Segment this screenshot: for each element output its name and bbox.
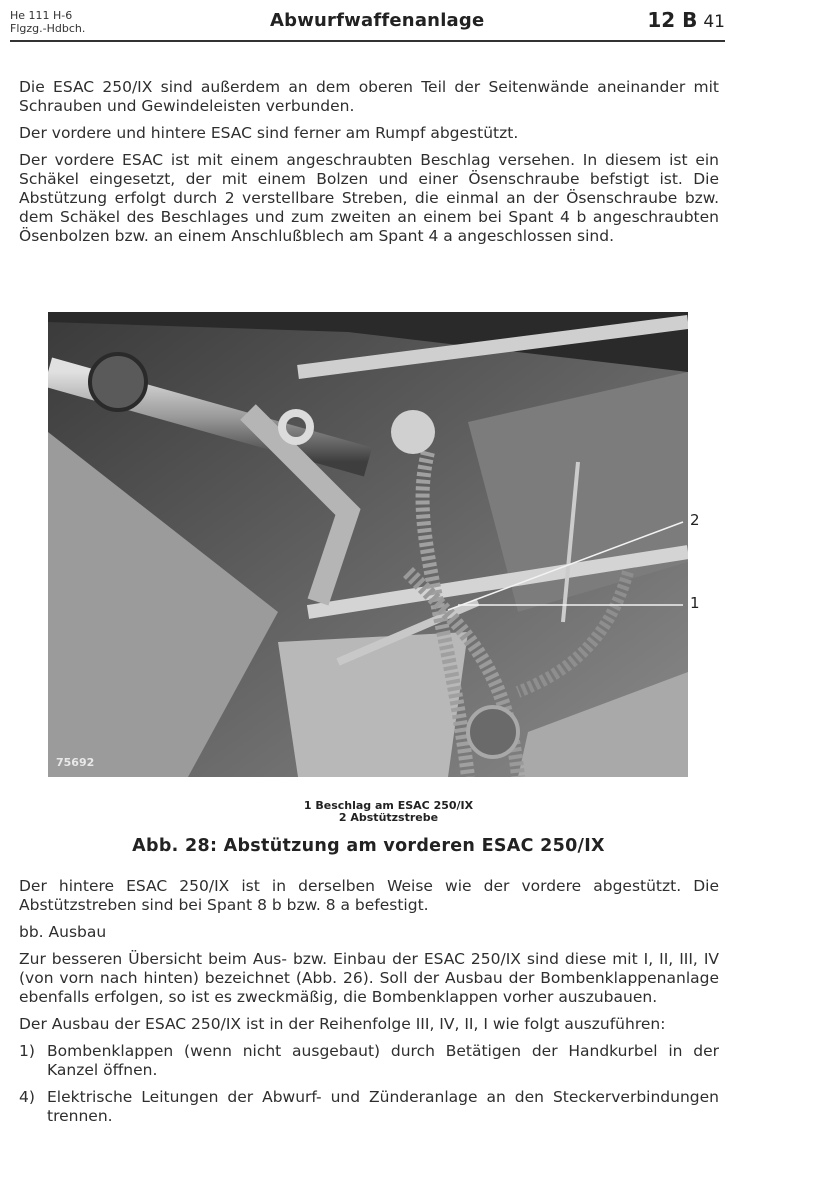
paragraph: Der vordere und hintere ESAC sind ferner am Rumpf abgestützt. — [19, 124, 519, 142]
header-page-ref — [647, 8, 725, 32]
header-manual: Flgzg.-Hdbch. — [10, 22, 86, 35]
header-page-number: 41 — [703, 12, 725, 32]
header-section: 12 B — [647, 8, 698, 32]
paragraph: Der Ausbau der ESAC 250/IX ist in der Reihenfolge III, IV, II, I wie folgt auszuführen: — [19, 1015, 666, 1033]
intro-text — [19, 78, 719, 254]
figure-legend — [0, 800, 817, 824]
page-header — [0, 0, 817, 50]
list-item-text: Bombenklappen (wenn nicht ausgebaut) durch Betätigen der Handkurbel in der Kanzel öffnen. — [47, 1042, 719, 1079]
header-model: He 111 H-6 — [10, 9, 73, 22]
callout-label-2: 2 — [690, 511, 700, 529]
paragraph: Der vordere ESAC ist mit einem angeschraubten Beschlag versehen. In diesem ist ein Schäkel eingesetzt, der mit einem Bolzen und einer Ösenschraube befstigt ist. Die Abstützung erfolgt durch 2 verstellbare Streben, die einmal an der Ösenschraube bzw. dem Schäkel des Beschlages und zum zweiten an einem bei Spant 4 b angeschraubten Ösenbolzen bzw. an einem Anschlußblech am Spant 4 a angeschlossen sind. — [19, 151, 719, 245]
header-rule — [10, 40, 725, 42]
figure-photo-frame — [48, 312, 688, 777]
callout-label-1: 1 — [690, 594, 700, 612]
list-item-number: 1) — [19, 1042, 35, 1060]
list-item — [19, 1088, 719, 1126]
paragraph: Der hintere ESAC 250/IX ist in derselben Weise wie der vordere abgestützt. Die Abstützstreben sind bei Spant 8 b bzw. 8 a befestigt. — [19, 877, 719, 914]
section-heading: bb. Ausbau — [19, 923, 107, 941]
header-model-block — [10, 9, 85, 35]
list-item-number: 4) — [19, 1088, 35, 1106]
list-item-text: Elektrische Leitungen der Abwurf- und Zünderanlage an den Steckerverbindungen trennen. — [47, 1088, 719, 1125]
paragraph: Zur besseren Übersicht beim Aus- bzw. Einbau der ESAC 250/IX sind diese mit I, II, III, IV (von vorn nach hinten) bezeichnet (Abb. 26). Soll der Ausbau der Bombenklappenanlage ebenfalls erfolgen, so ist es zweckmäßig, die Bombenklappen vorher auszubauen. — [19, 950, 719, 1006]
header-title: Abwurfwaffenanlage — [270, 10, 485, 31]
legend-item-1: 1 Beschlag am ESAC 250/IX — [303, 799, 474, 812]
photo-abstuetzung — [48, 312, 688, 777]
after-text — [19, 877, 719, 1134]
photo-illustration — [48, 312, 688, 777]
photo-number: 75692 — [56, 756, 95, 769]
figure-caption: Abb. 28: Abstützung am vorderen ESAC 250/IX — [132, 836, 605, 856]
legend-item-2: 2 Abstützstrebe — [338, 811, 439, 824]
paragraph: Die ESAC 250/IX sind außerdem an dem oberen Teil der Seitenwände aneinander mit Schrauben und Gewindeleisten verbunden. — [19, 78, 719, 115]
list-item — [19, 1042, 719, 1080]
